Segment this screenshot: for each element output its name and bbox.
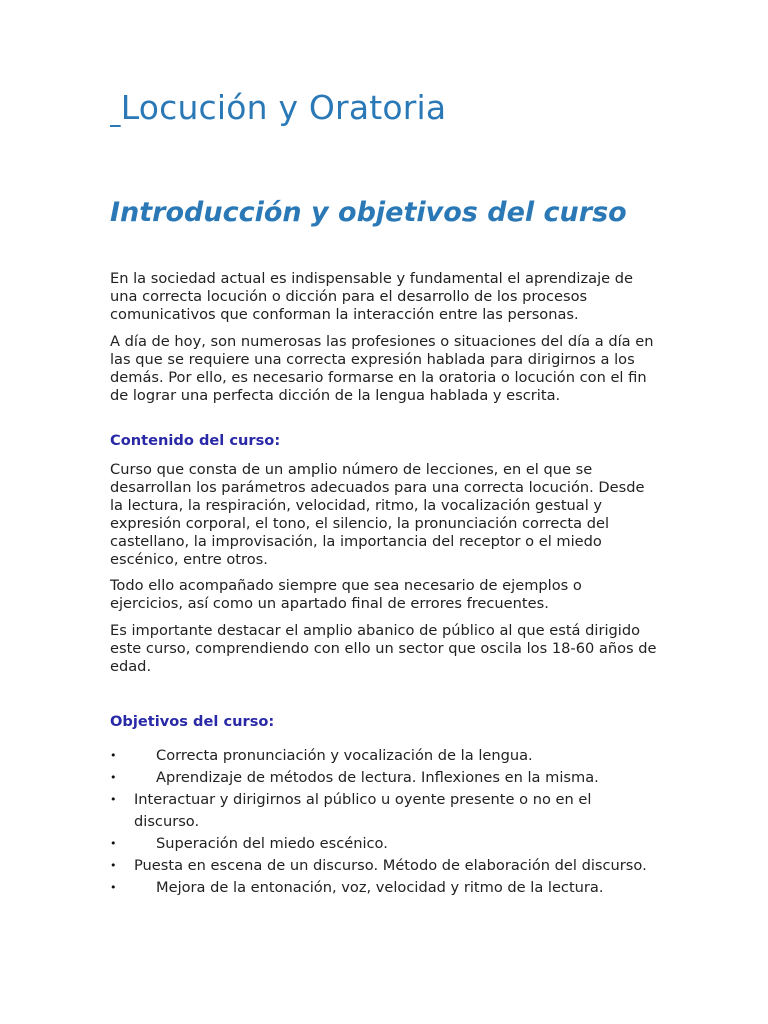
objetivos-list [110, 745, 658, 899]
list-item [110, 767, 658, 789]
bullet-icon: • [110, 881, 117, 894]
list-item [110, 877, 658, 899]
objetivos-heading: Objetivos del curso: [110, 713, 275, 730]
list-item-text: Correcta pronunciación y vocalización de la lengua. [156, 747, 533, 764]
bullet-icon: • [110, 749, 117, 762]
contenido-paragraph-2: Todo ello acompañado siempre que sea necesario de ejemplos o ejercicios, así como un apartado final de errores frecuentes. [110, 577, 582, 612]
bullet-icon: • [110, 837, 117, 850]
list-item [110, 855, 658, 877]
list-item-text: Superación del miedo escénico. [156, 835, 388, 852]
list-item [110, 789, 658, 833]
intro-paragraph-2: A día de hoy, son numerosas las profesiones o situaciones del día a día en las que se requiere una correcta expresión hablada para dirigirnos a los demás. Por ello, es necesario formarse en la oratoria o locución con el fin de lograr una perfecta dicción de la lengua hablada y escrita. [110, 333, 654, 404]
list-item [110, 745, 658, 767]
intro-paragraph-1: En la sociedad actual es indispensable y fundamental el aprendizaje de una correcta locución o dicción para el desarrollo de los procesos comunicativos que conforman la interacción entre las personas. [110, 270, 633, 323]
bullet-icon: • [110, 793, 117, 806]
list-item-text: Puesta en escena de un discurso. Método de elaboración del discurso. [134, 857, 647, 874]
title-underline-mark [110, 88, 121, 127]
contenido-paragraph-1: Curso que consta de un amplio número de lecciones, en el que se desarrollan los parámetros adecuados para una correcta locución. Desde la lectura, la respiración, velocidad, ritmo, la vocalización gestual y expresión corporal, el tono, el silencio, la pronunciación correcta del castellano, la improvisación, la importancia del receptor o el miedo escénico, entre otros. [110, 461, 645, 568]
list-item-text: Aprendizaje de métodos de lectura. Inflexiones en la misma. [156, 769, 599, 786]
bullet-icon: • [110, 859, 117, 872]
bullet-icon: • [110, 771, 117, 784]
section-title-introduccion: Introducción y objetivos del curso [110, 197, 627, 228]
contenido-heading: Contenido del curso: [110, 432, 281, 449]
list-item-text: Interactuar y dirigirnos al público u oyente presente o no en el discurso. [134, 791, 592, 830]
title-text: Locución y Oratoria [120, 88, 447, 127]
document-title [110, 88, 446, 127]
list-item [110, 833, 658, 855]
contenido-paragraph-3: Es importante destacar el amplio abanico de público al que está dirigido este curso, comprendiendo con ello un sector que oscila los 18-60 años de edad. [110, 622, 657, 675]
list-item-text: Mejora de la entonación, voz, velocidad y ritmo de la lectura. [156, 879, 604, 896]
